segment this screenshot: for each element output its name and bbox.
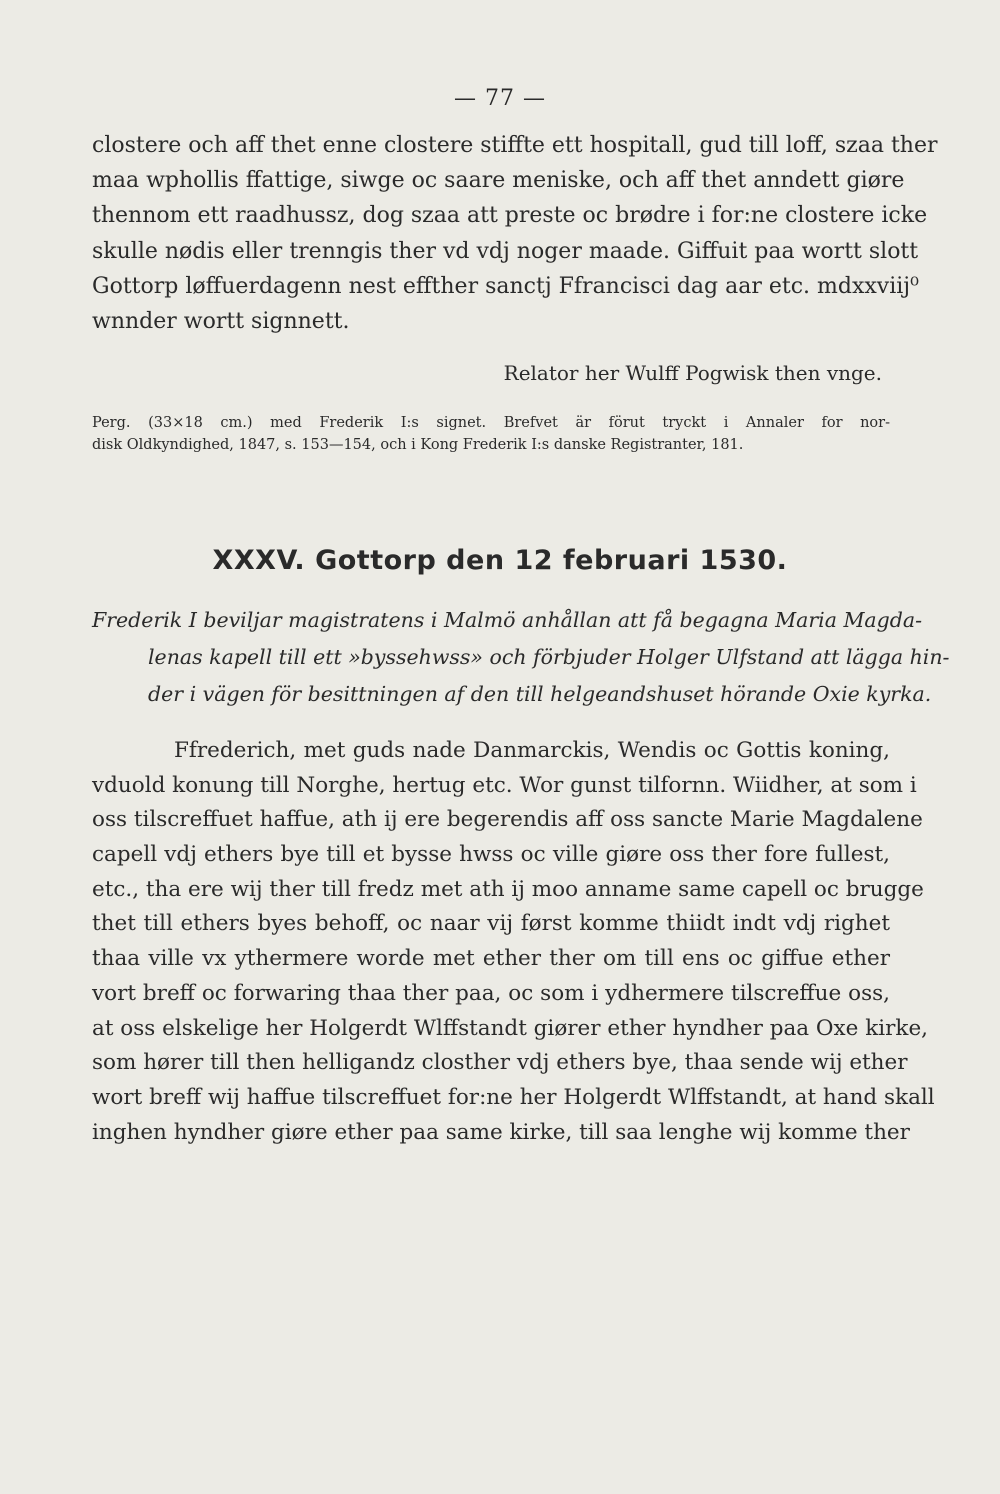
- body-line: vort breff oc forwaring thaa ther paa, oc som i ydhermere tilscreffue oss,: [92, 980, 890, 1006]
- document-heading: XXXV. Gottorp den 12 februari 1530.: [212, 545, 788, 576]
- body-line: Ffrederich, met guds nade Danmarckis, Wendis oc Gottis koning,: [174, 738, 890, 763]
- body-line: wort breff wij haffue tilscreffuet for:ne her Holgerdt Wlffstandt, at hand skall: [92, 1084, 935, 1110]
- source-note: [92, 412, 890, 456]
- text-line: Gottorp løffuerdagenn nest effther sanctj Ffrancisci dag aar etc. mdxxviij⁰: [92, 273, 919, 299]
- text-line: wnnder wortt signnett.: [92, 308, 350, 334]
- page-number: — 77 —: [454, 86, 546, 111]
- summary-line: lenas kapell till ett »byssehwss» och förbjuder Holger Ulfstand att lägga hin-: [148, 645, 950, 669]
- relator-line: Relator her Wulff Pogwisk then vnge.: [503, 361, 882, 385]
- summary-line: der i vägen för besittningen af den till helgeandshuset hörande Oxie kyrka.: [148, 682, 932, 706]
- body-line: vduold konung till Norghe, hertug etc. Wor gunst tilfornn. Wiidher, at som i: [92, 772, 917, 798]
- text-line: skulle nødis eller trenngis ther vd vdj noger maade. Giffuit paa wortt slott: [92, 238, 919, 264]
- body-line: at oss elskelige her Holgerdt Wlffstandt giører ether hyndher paa Oxe kirke,: [92, 1015, 929, 1041]
- body-line: thaa ville vx ythermere worde met ether ther om till ens oc giffue ether: [92, 946, 890, 972]
- body-line: etc., tha ere wij ther till fredz met ath ij moo anname same capell oc brugge: [92, 876, 924, 902]
- note-line: disk Oldkyndighed, 1847, s. 153—154, och i Kong Frederik I:s danske Registranter, 181.: [92, 437, 744, 453]
- body-line: inghen hyndher giøre ether paa same kirke, till saa lenghe wij komme ther: [92, 1119, 910, 1145]
- text-line: clostere och aff thet enne clostere stiffte ett hospitall, gud till loff, szaa ther: [92, 133, 938, 158]
- body-line: capell vdj ethers bye till et bysse hwss oc ville giøre oss ther fore fullest,: [92, 842, 890, 868]
- continuation-paragraph: [92, 128, 938, 339]
- note-line: Perg. (33×18 cm.) med Frederik I:s signet. Brefvet är förut tryckt i Annaler for nor-: [92, 415, 890, 431]
- body-line: som hører till then helligandz closther vdj ethers bye, thaa sende wij ether: [92, 1050, 908, 1076]
- letter-body: [92, 734, 935, 1150]
- text-line: thennom ett raadhussz, dog szaa att preste oc brødre i for:ne clostere icke: [92, 203, 928, 229]
- body-line: oss tilscreffuet haffue, ath ij ere begerendis aff oss sancte Marie Magdalene: [92, 807, 923, 833]
- summary-line: Frederik I beviljar magistratens i Malmö anhållan att få begagna Maria Magda-: [92, 608, 923, 632]
- text-line: maa wphollis ffattige, siwge oc saare meniske, och aff thet anndett giøre: [92, 168, 905, 194]
- body-line: thet till ethers byes behoff, oc naar vij først komme thiidt indt vdj righet: [92, 911, 890, 937]
- summary-paragraph: [92, 602, 950, 713]
